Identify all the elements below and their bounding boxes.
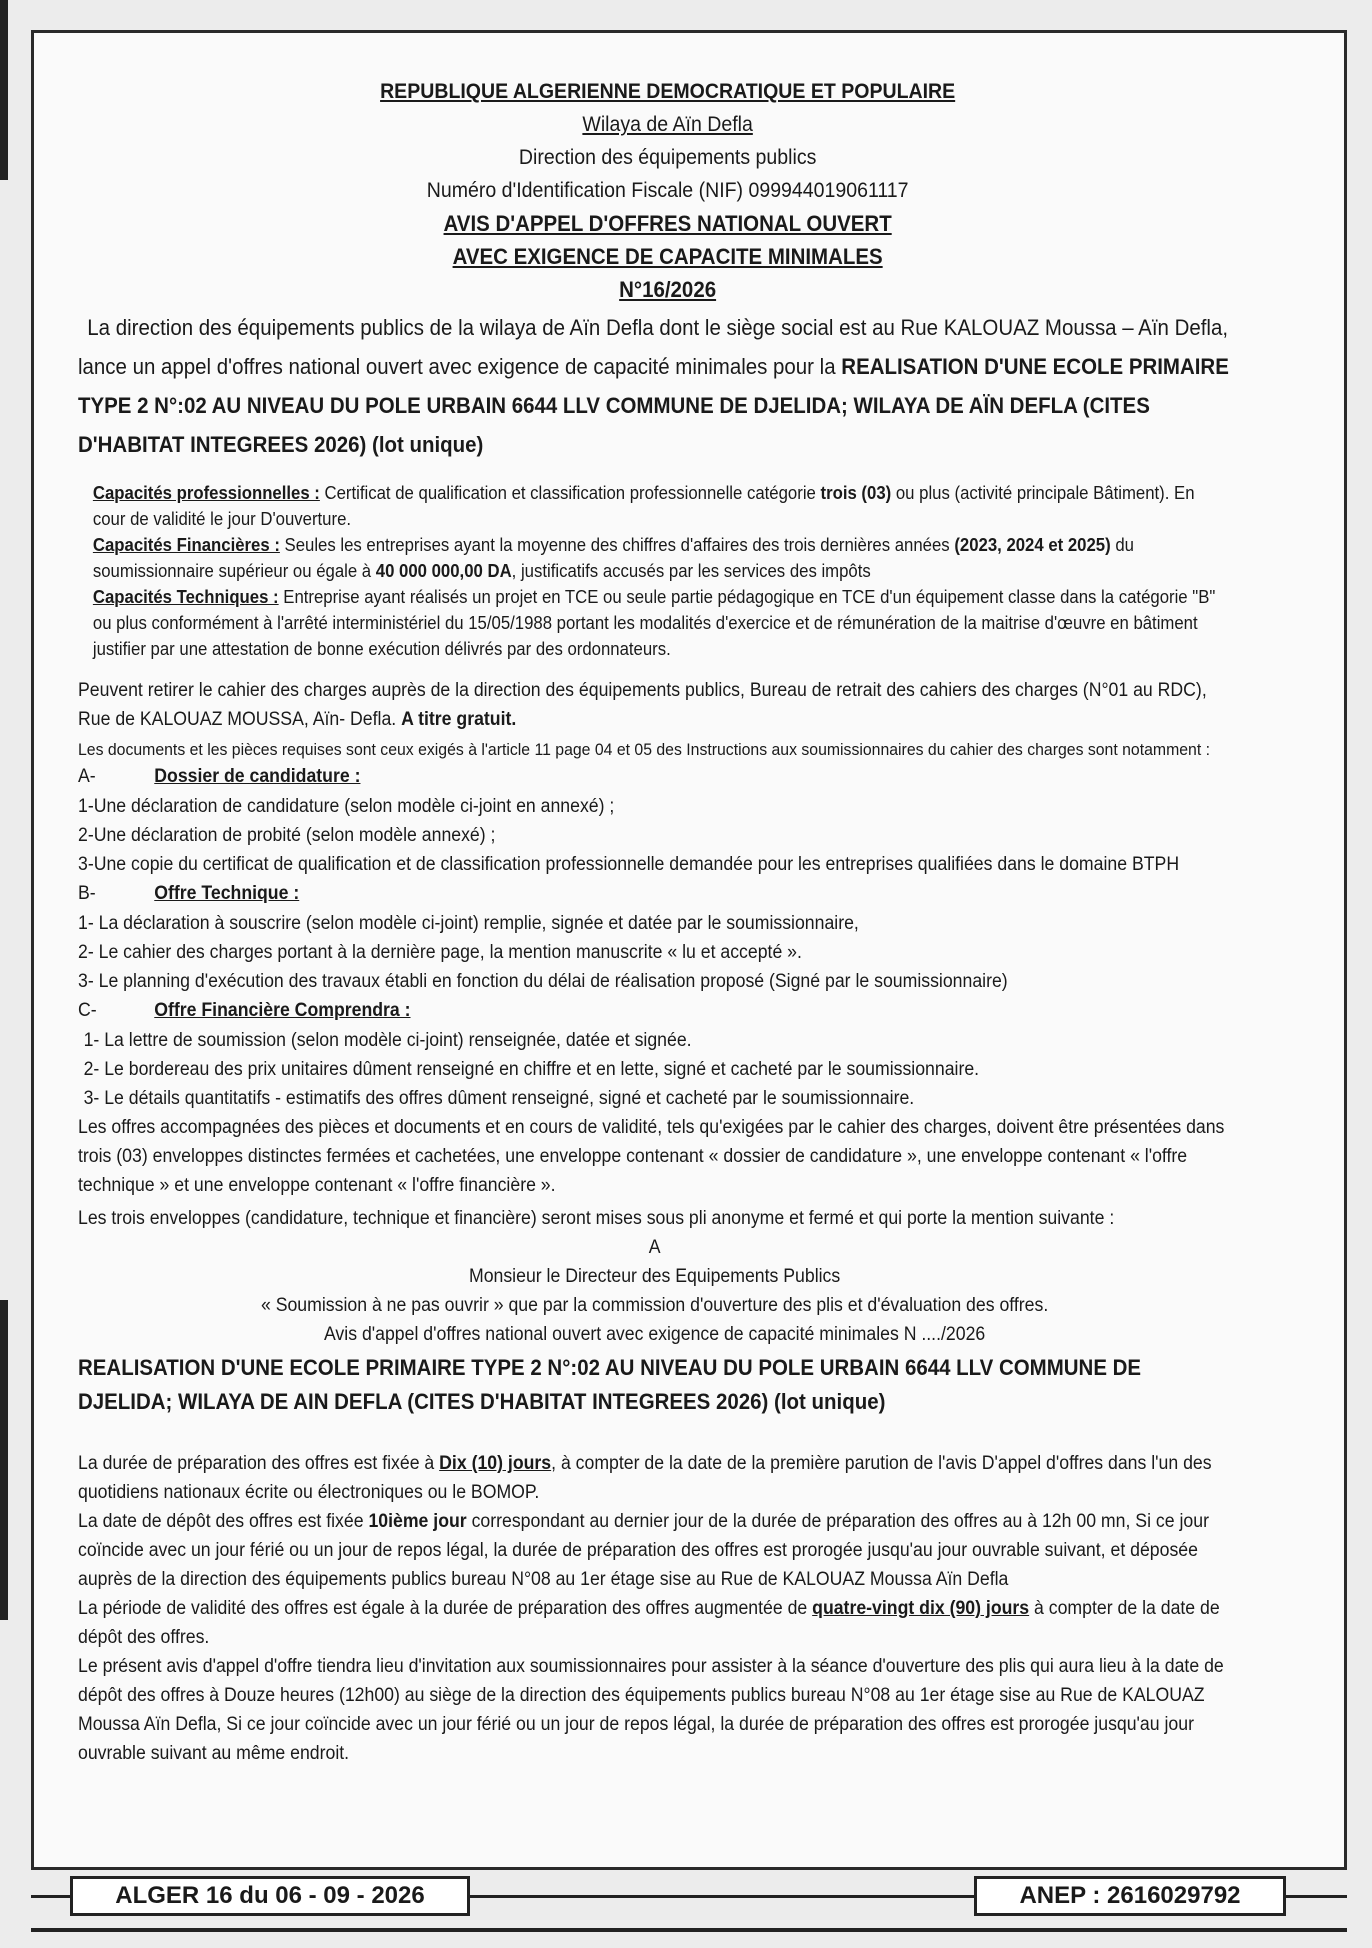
list-item: 2- Le cahier des charges portant à la dernière page, la mention manuscrite « lu et accepté ». [78,942,802,963]
intro-paragraph [78,308,1231,464]
sealed-paragraph: Les trois enveloppes (candidature, technique et financière) seront mises sous pli anonyme et fermé et qui porte la mention suivante : [78,1208,1115,1229]
spacer [78,1419,1231,1449]
deposit-text2: correspondant au dernier jour de la durée de préparation des offres au à 12h 00 mn, Si ce jour coïncide avec un jour férié ou un jour de repos légal, la durée de préparation des offres est prorogée jusqu'au jour ouvrable suivant, et déposée auprès de la direction des équipements publics bureau N°08 au 1er étage sise au Rue de KALOUAZ Moussa Aïn Defla [78,1511,1209,1590]
section-b-letter: B- [78,883,96,904]
capacity-professional [93,480,1231,532]
wilaya-name: Wilaya de Aïn Defla [582,113,753,136]
duration-text2: , à compter de la date de la première parution de l'avis D'appel d'offres dans l'un des quotidiens nationaux écrite ou électroniques ou le BOMOP. [78,1453,1212,1503]
validity-paragraph [78,1594,1231,1652]
capacity-technical [93,584,1231,662]
capacity-financial-text3: , justificatifs accusés par les services des impôts [511,561,871,581]
capacity-financial-text: Seules les entreprises ayant la moyenne des chiffres d'affaires des trois dernières années [279,535,955,555]
footer-rule [468,1895,976,1898]
scan-edge-mark [0,0,8,180]
capacity-financial-text2: du soumissionnaire supérieur ou égale à [92,535,1134,581]
deposit-text: La date de dépôt des offres est fixée [78,1511,369,1532]
bottom-border [31,1928,1347,1932]
capacity-professional-text: Certificat de qualification et classification professionnelle catégorie [319,483,821,503]
republic-title: REPUBLIQUE ALGERIENNE DEMOCRATIQUE ET POPULAIRE [380,80,956,103]
list-item: 1-Une déclaration de candidature (selon modèle ci-joint en annexé) ; [78,796,615,817]
section-a-letter: A- [78,766,96,787]
retrieval-text: Peuvent retirer le cahier des charges auprès de la direction des équipements publics, Bureau de retrait des cahiers des charges (N°01 au RDC), Rue de KALOUAZ MOUSSA, Aïn- Defla. [78,680,1207,730]
list-item: 1- La déclaration à souscrire (selon modèle ci-joint) remplie, signée et datée par le soumissionnaire, [78,913,859,934]
publication-date-box [70,1876,470,1916]
list-item: 2- Le bordereau des prix unitaires dûment renseigné en chiffre et en lette, signé et cacheté par le soumissionnaire. [83,1059,980,1080]
list-item: 3-Une copie du certificat de qualification et de classification professionnelle demandée pour les entreprises qualifiées dans le domaine BTPH [78,854,1180,875]
section-b-heading [78,879,1231,909]
intro-text: La direction des équipements publics de la wilaya de Aïn Defla dont le siège social est au Rue KALOUAZ Moussa – Aïn Defla, lance un appel d'offres national ouvert avec exigence de capacité minimales pour la [78,315,1229,379]
deposit-paragraph [78,1507,1231,1594]
notice-page [31,30,1347,1870]
capacity-financial-amount: 40 000 000,00 DA [375,561,512,581]
section-c-heading [78,996,1231,1026]
capacity-professional-text2: ou plus (activité principale Bâtiment). En cour de validité le jour D'ouverture. [92,483,1195,529]
documents-intro: Les documents et les pièces requises sont ceux exigés à l'article 11 page 04 et 05 des Instructions aux soumissionnaires du cahier des charges sont notamment : [78,740,1211,759]
capacity-technical-label: Capacités Techniques : [92,587,279,607]
notice-content [78,75,1231,1768]
validity-days: quatre-vingt dix (90) jours [812,1598,1030,1619]
list-item: 3- Le détails quantitatifs - estimatifs des offres dûment renseigné, signé et cacheté par le soumissionnaire. [83,1088,915,1109]
duration-days: Dix (10) jours [439,1453,552,1474]
retrieval-paragraph [78,676,1231,734]
invitation-paragraph: Le présent avis d'appel d'offre tiendra lieu d'invitation aux soumissionnaires pour assister à la séance d'ouverture des plis qui aura lieu à la date de dépôt des offres à Douze heures (12h00) au siège de la direction des équipements publics bureau N°08 au 1er étage sise au Rue de KALOUAZ Moussa Aïn Defla, Si ce jour coïncide avec un jour férié ou un jour de repos légal, la durée de préparation des offres est prorogée jusqu'au jour ouvrable suivant au même endroit. [78,1656,1224,1764]
notice-number: N°16/2026 [619,277,717,302]
capacities-block [93,480,1231,662]
section-b-title: Offre Technique : [154,883,300,904]
footer-rule [1284,1895,1347,1898]
anep-reference-box [974,1876,1286,1916]
capacity-professional-label: Capacités professionnelles : [92,483,320,503]
notice-title-line2: AVEC EXIGENCE DE CAPACITE MINIMALES [452,244,883,269]
address-notice: « Soumission à ne pas ouvrir » que par la commission d'ouverture des plis et d'évaluation des offres. [260,1295,1049,1316]
capacity-technical-text: Entreprise ayant réalisés un projet en TCE ou seule partie pédagogique en TCE d'un équipement classe dans la catégorie "B" ou plus conformément à l'arrêté interministériel du 15/05/1988 portant les modalités d'exercice et de rémunération de la maitrise d'œuvre en bâtiment justifier par une attestation de bonne exécution délivrés par des ordonnateurs. [92,587,1216,659]
section-c-title: Offre Financière Comprendra : [154,1000,411,1021]
address-director: Monsieur le Directeur des Equipements Publics [468,1266,841,1287]
notice-title-line1: AVIS D'APPEL D'OFFRES NATIONAL OUVERT [443,211,892,236]
section-a-title: Dossier de candidature : [154,766,361,787]
validity-text2: à compter de la date de dépôt des offres. [78,1598,1220,1648]
capacity-financial-label: Capacités Financières : [92,535,280,555]
capacity-professional-category: trois (03) [820,483,892,503]
duration-paragraph [78,1449,1231,1507]
project-title: REALISATION D'UNE ECOLE PRIMAIRE TYPE 2 N°:02 AU NIVEAU DU POLE URBAIN 6644 LLV COMMUNE DE DJELIDA; WILAYA DE AÏN DEFLA (CITES D'HABITAT INTEGREES 2026) (lot unique) [78,354,1229,457]
validity-text: La période de validité des offres est égale à la durée de préparation des offres augmentée de [78,1598,813,1619]
capacity-financial-years: (2023, 2024 et 2025) [954,535,1111,555]
section-c-letter: C- [78,1000,97,1021]
duration-text: La durée de préparation des offres est fixée à [78,1453,440,1474]
notice-header [104,75,1231,306]
address-a: A [648,1237,661,1258]
capacity-financial [93,532,1231,584]
project-title-repeat: REALISATION D'UNE ECOLE PRIMAIRE TYPE 2 N°:02 AU NIVEAU DU POLE URBAIN 6644 LLV COMMUNE DE DJELIDA; WILAYA DE AIN DEFLA (CITES D'HABITAT INTEGREES 2026) (lot unique) [78,1355,1142,1414]
address-ref: Avis d'appel d'offres national ouvert avec exigence de capacité minimales N ..../2026 [323,1324,986,1345]
list-item: 2-Une déclaration de probité (selon modèle annexé) ; [78,825,496,846]
direction-name: Direction des équipements publics [518,146,817,169]
scan-edge-mark [0,1300,8,1620]
publication-date: ALGER 16 du 06 - 09 - 2026 [115,1882,425,1909]
footer-rule [31,1895,71,1898]
anep-reference: ANEP : 2616029792 [1019,1882,1241,1909]
deposit-day: 10ième jour [368,1511,467,1532]
envelopes-paragraph: Les offres accompagnées des pièces et documents et en cours de validité, tels qu'exigées par le cahier des charges, doivent être présentées dans trois (03) enveloppes distinctes fermées et cachetées, une enveloppe contenant « dossier de candidature », une enveloppe contenant « l'offre technique » et une enveloppe contenant « l'offre financière ». [78,1117,1225,1196]
list-item: 3- Le planning d'exécution des travaux établi en fonction du délai de réalisation proposé (Signé par le soumissionnaire) [78,971,1008,992]
nif-line: Numéro d'Identification Fiscale (NIF) 099944019061117 [426,179,909,202]
section-a-heading [78,762,1231,792]
retrieval-free: A titre gratuit. [401,709,517,730]
list-item: 1- La lettre de soumission (selon modèle ci-joint) renseignée, datée et signée. [83,1030,692,1051]
